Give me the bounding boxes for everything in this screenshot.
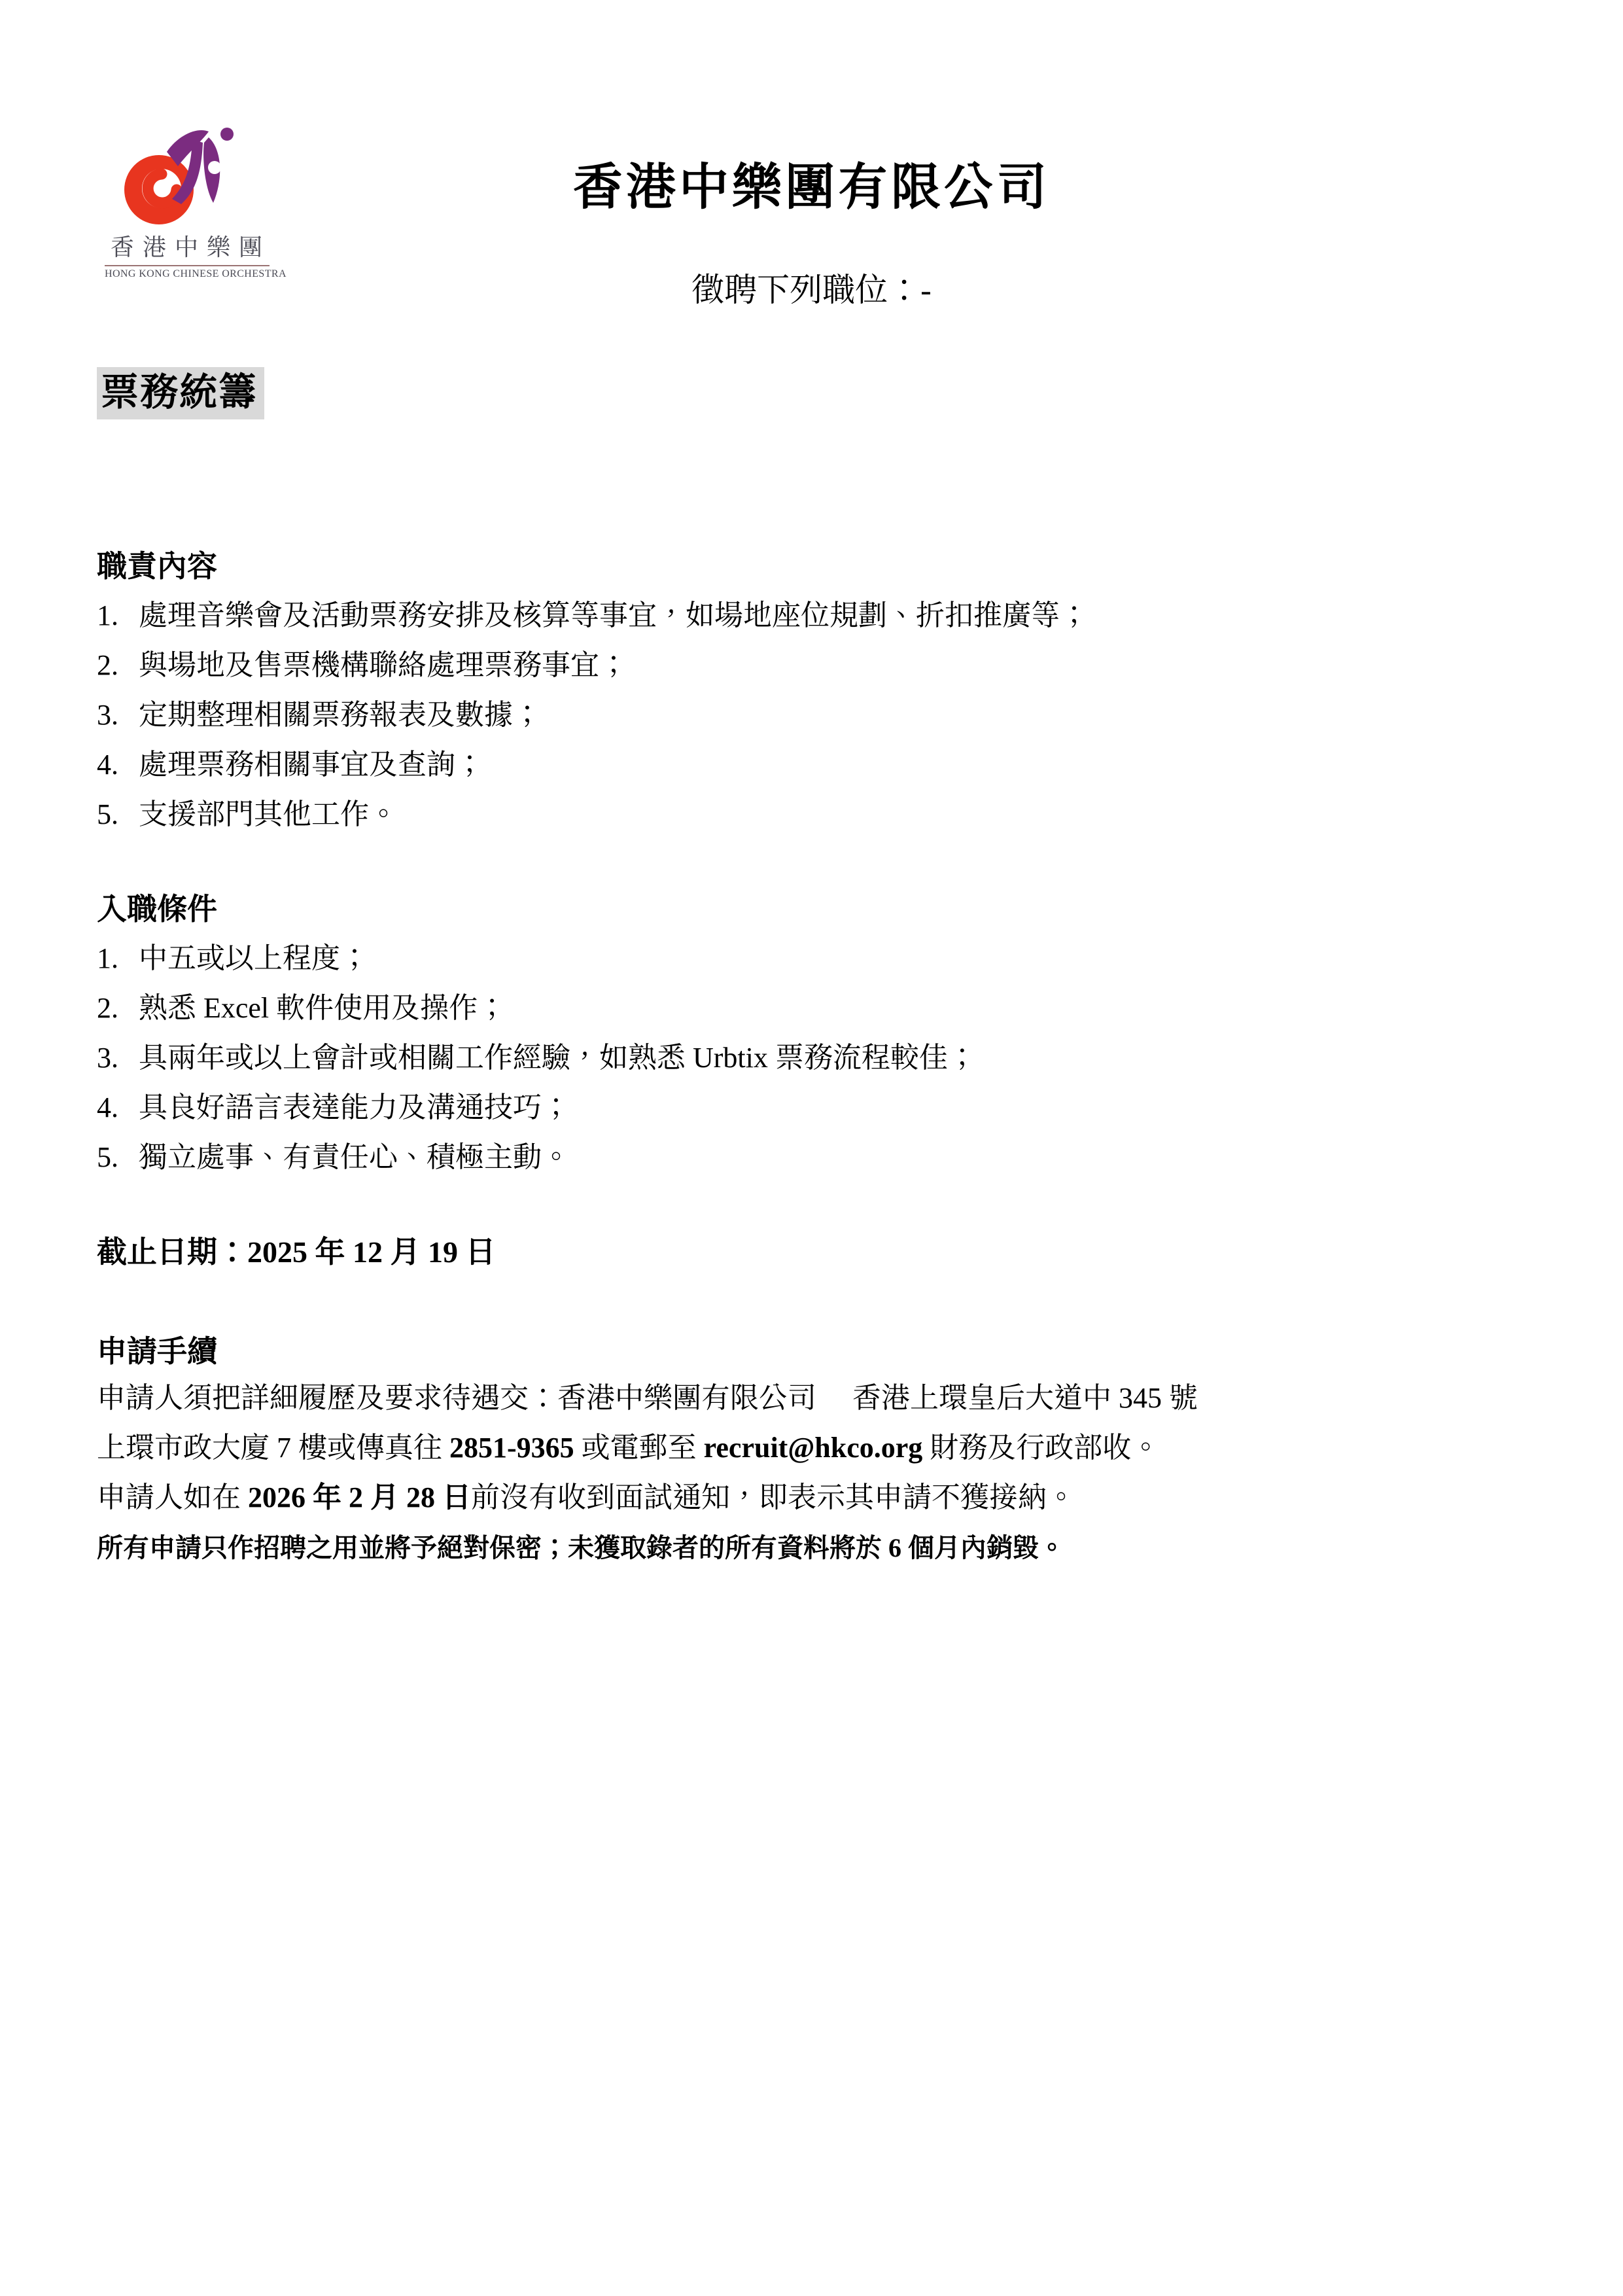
responsibility-item (97, 690, 1623, 740)
item-text: 處理音樂會及活動票務安排及核算等事宜，如場地座位規劃、折扣推廣等； (139, 599, 1089, 632)
recruitment-subtitle: 徵聘下列職位：- (691, 272, 932, 309)
item-number: 3. (97, 1042, 118, 1074)
item-text: 支援部門其他工作。 (139, 798, 398, 831)
item-text: 定期整理相關票務報表及數據； (139, 699, 542, 732)
item-text: 具兩年或以上會計或相關工作經驗，如熟悉 Urbtix 票務流程較佳； (139, 1042, 977, 1074)
reply-deadline-date: 2026 年 2 月 28 日 (248, 1481, 471, 1514)
fax-number: 2851-9365 (449, 1432, 574, 1464)
logo-latin-text: HONG KONG CHINESE ORCHESTRA (105, 268, 287, 279)
item-text: 中五或以上程度； (139, 942, 369, 975)
application-text: 前沒有收到面試通知，即表示其申請不獲接納。 (471, 1481, 1075, 1514)
item-number: 4. (97, 749, 118, 781)
email-address: recruit@hkco.org (703, 1432, 923, 1464)
job-title-highlight: 票務統籌 (97, 367, 264, 419)
responsibility-item (97, 641, 1623, 690)
logo-dancer-hole-icon (208, 161, 221, 174)
application-line (97, 1373, 1623, 1423)
application-text: 上環市政大廈 7 樓或傳真往 (97, 1432, 449, 1464)
job-title-row (97, 367, 1623, 419)
item-number: 2. (97, 649, 118, 682)
application-line (97, 1423, 1623, 1473)
responsibility-item (97, 740, 1623, 790)
application-text: 申請人須把詳細履歷及要求待遇交：香港中樂團有限公司 香港上環皇后大道中 345 號 (97, 1382, 1198, 1415)
requirement-item (97, 1133, 1623, 1182)
requirement-item (97, 983, 1623, 1033)
item-text: 處理票務相關事宜及查詢； (139, 749, 484, 781)
requirements-heading: 入職條件 (97, 892, 217, 927)
item-number: 2. (97, 992, 118, 1025)
responsibility-item (97, 591, 1623, 641)
item-text: 獨立處事、有責任心、積極主動。 (139, 1141, 570, 1174)
requirements-list (97, 934, 1623, 1182)
item-text: 與場地及售票機構聯絡處理票務事宜； (139, 649, 628, 682)
hkco-logo-mark-icon (105, 118, 269, 228)
application-line (97, 1473, 1623, 1523)
logo-dancer-head-icon (220, 128, 234, 141)
item-text: 具良好語言表達能力及溝通技巧； (139, 1091, 570, 1124)
application-text: 或電郵至 (574, 1432, 704, 1464)
hkco-logo (105, 118, 287, 280)
responsibility-item (97, 790, 1623, 839)
requirement-item (97, 1033, 1623, 1083)
item-number: 1. (97, 599, 118, 632)
requirement-item (97, 1083, 1623, 1133)
responsibilities-heading: 職責內容 (97, 550, 217, 584)
deadline-line (97, 1237, 1623, 1267)
item-number: 4. (97, 1091, 118, 1124)
requirement-item (97, 934, 1623, 983)
item-text: 熟悉 Excel 軟件使用及操作； (139, 992, 507, 1025)
item-number: 1. (97, 942, 118, 975)
responsibilities-list (97, 591, 1623, 839)
item-number: 5. (97, 798, 118, 831)
application-text: 申請人如在 (97, 1481, 248, 1514)
application-heading: 申請手續 (97, 1335, 217, 1369)
logo-cjk-text: 香 港 中 樂 團 (110, 234, 264, 260)
deadline-label: 截止日期： (97, 1235, 247, 1269)
logo-divider (105, 265, 270, 266)
application-paragraph (97, 1373, 1623, 1574)
company-title: 香港中樂團有限公司 (573, 160, 1050, 215)
item-number: 3. (97, 699, 118, 732)
privacy-note: 所有申請只作招聘之用並將予絕對保密；未獲取錄者的所有資料將於 6 個月內銷毀。 (97, 1533, 1065, 1563)
item-number: 5. (97, 1141, 118, 1174)
application-text: 財務及行政部收。 (922, 1432, 1161, 1464)
deadline-date: 2025 年 12 月 19 日 (247, 1235, 496, 1269)
